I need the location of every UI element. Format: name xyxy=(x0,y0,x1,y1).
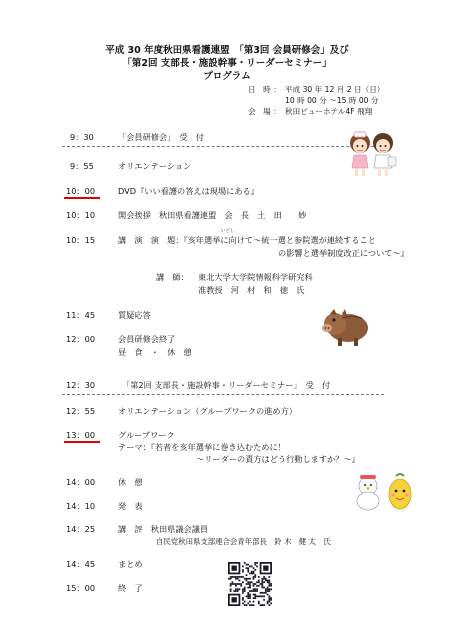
break: 休 憩 xyxy=(118,477,143,487)
opening-greeting: 開会挨拶 秋田県看護連盟 会 長 土 田 妙 xyxy=(118,210,307,220)
presentation: 発 表 xyxy=(118,501,143,511)
time-1145: 11：45 xyxy=(66,310,96,320)
summary: まとめ xyxy=(118,559,143,569)
session1-end: 会員研修会終了 xyxy=(118,334,176,344)
time-0955: 9：55 xyxy=(70,161,94,171)
date-label: 日 時 ： xyxy=(248,85,281,94)
review: 講 評 秋田県議会議員 xyxy=(118,524,209,534)
time-1000: 10：00 xyxy=(66,186,96,196)
lecture-title-line-2: の影響と選挙制度改正について～』 xyxy=(278,248,409,258)
closing: 終 了 xyxy=(118,583,143,593)
ruby-text: いどし xyxy=(221,229,235,234)
reviewer-name: 自民党秋田県支部連合会青年部長 鈴 木 健 太 氏 xyxy=(156,537,331,546)
time-0930: 9：30 xyxy=(70,132,94,142)
time-underline xyxy=(64,441,100,443)
qa: 質疑応答 xyxy=(118,310,151,320)
time-1200: 12：00 xyxy=(66,334,96,344)
time-1400: 14：00 xyxy=(66,477,96,487)
time-1500: 15：00 xyxy=(66,583,96,593)
boar-illustration xyxy=(318,302,374,348)
time-range: 10 時 00 分 ～15 時 00 分 xyxy=(285,96,379,105)
time-1230: 12：30 xyxy=(66,380,96,390)
time-1010: 10：10 xyxy=(66,210,96,220)
section-divider xyxy=(62,394,384,395)
time-1445: 14：45 xyxy=(66,559,96,569)
time-1425: 14：25 xyxy=(66,524,96,534)
dvd-item: DVD『いい看護の答えは現場にある』 xyxy=(118,186,259,196)
title-line-1: 平成 30 年度秋田県看護連盟 「第3回 会員研修会」及び xyxy=(105,45,349,56)
nurses-illustration xyxy=(344,126,400,182)
speaker-name: 准教授 河 村 和 徳 氏 xyxy=(198,285,305,295)
group-work: グループワーク xyxy=(118,430,175,440)
lecture-title: 講 演 演 題：『亥年選挙に向けて～統一選と参院選が連続すること xyxy=(118,235,376,245)
venue-label: 会 場 ： xyxy=(248,107,281,116)
reception-1: 「会員研修会」 受 付 xyxy=(118,132,204,142)
time-1255: 12：55 xyxy=(66,406,96,416)
speaker-affiliation: 東北大学大学院情報科学研究科 xyxy=(198,272,313,282)
title-line-2: 「第2回 支部長・施設幹事・リーダーセミナー」 xyxy=(122,58,332,69)
date-value: 平成 30 年 12 月 2 日（日） xyxy=(285,85,385,94)
theme-line-2: ～リーダーの責方はどう行動しますか？～』 xyxy=(196,454,360,464)
section-divider xyxy=(62,146,384,147)
reception-2: 「第2回 支部長・施設幹事・リーダーセミナー」 受 付 xyxy=(122,380,331,390)
theme-line-1: テーマ：『若者を亥年選挙に巻き込むために！ xyxy=(118,442,286,452)
orientation-1: オリエンテーション xyxy=(118,161,192,171)
lunch-break: 昼 食 ・ 休 憩 xyxy=(118,347,192,357)
mascots-illustration xyxy=(350,472,418,512)
speaker-label: 講 師： xyxy=(156,272,189,282)
time-1015: 10：15 xyxy=(66,235,96,245)
time-underline xyxy=(64,197,100,199)
qr-code[interactable] xyxy=(228,562,272,606)
time-1300: 13：00 xyxy=(66,430,96,440)
venue-value: 秋田ビューホテル4F 飛翔 xyxy=(285,107,373,116)
orientation-2: オリエンテーション（グループワークの進め方） xyxy=(118,406,297,416)
time-1410: 14：10 xyxy=(66,501,96,511)
title-line-3: プログラム xyxy=(203,71,251,82)
